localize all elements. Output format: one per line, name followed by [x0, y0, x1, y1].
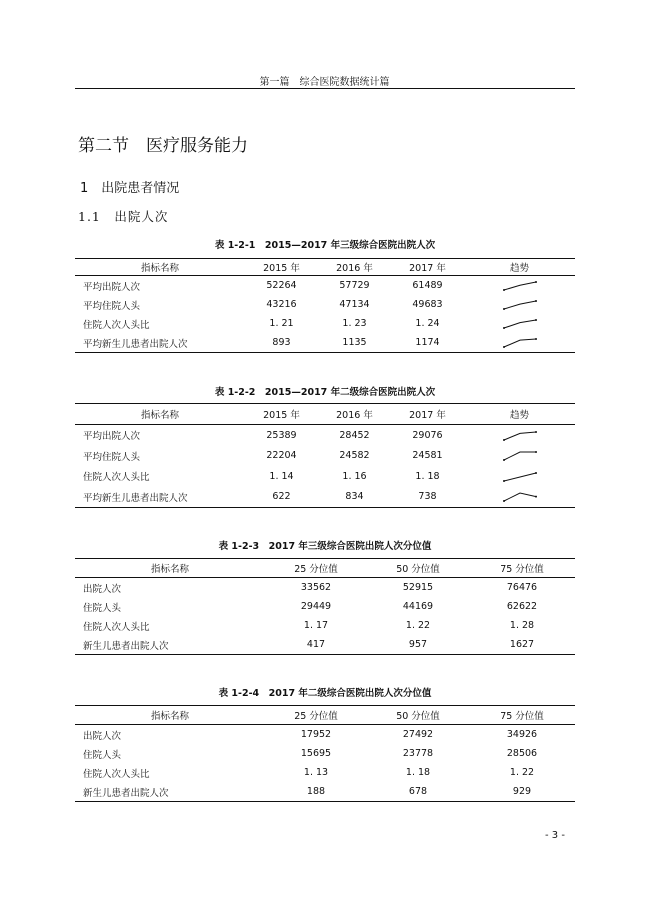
column-header: 指标名称 — [140, 263, 179, 274]
row-label: 出院人次 — [83, 730, 122, 742]
cell-value: 43216 — [266, 299, 297, 310]
cell-value: 23778 — [402, 748, 434, 759]
table-row — [75, 635, 575, 654]
row-label: 出院人次 — [83, 583, 122, 595]
cell-value: 49683 — [412, 299, 443, 310]
sparkline-point — [535, 300, 537, 302]
row-label: 住院人头 — [83, 749, 122, 761]
column-header: 2015 年 — [263, 263, 300, 274]
sparkline-point — [535, 281, 537, 283]
cell-value: 24582 — [339, 450, 370, 462]
column-header: 50 分位值 — [396, 711, 440, 722]
sparkline-point — [535, 431, 537, 433]
cell-value: 15695 — [300, 748, 332, 759]
table-row — [75, 487, 575, 508]
sparkline-point — [535, 319, 537, 321]
cell-value: 33562 — [300, 582, 332, 593]
trend-cell — [464, 337, 575, 348]
section-title: 第二节 医疗服务能力 — [78, 136, 248, 156]
cell-value: 1627 — [509, 639, 535, 650]
sparkline-line — [504, 432, 536, 440]
cell-value: 622 — [272, 491, 291, 503]
sparkline-point — [503, 500, 505, 502]
table-row — [75, 295, 575, 314]
cell-value: 1. 18 — [415, 470, 440, 482]
column-header: 75 分位值 — [500, 711, 544, 722]
table-caption: 表 1-2-1 2015—2017 年三级综合医院出院人次 — [214, 240, 436, 251]
sparkline-line — [504, 452, 536, 460]
sparkline-point — [503, 289, 505, 291]
table-row — [75, 782, 575, 801]
trend-cell — [464, 318, 575, 329]
trend-sparkline — [503, 471, 537, 482]
table-header-row — [75, 404, 575, 425]
cell-value: 1. 18 — [405, 767, 431, 778]
cell-value: 678 — [408, 786, 428, 797]
sparkline-line — [504, 282, 536, 290]
table-1-2-2 — [75, 384, 575, 508]
trend-sparkline — [503, 450, 537, 461]
column-header: 2015 年 — [263, 410, 300, 421]
header-rule — [75, 88, 575, 89]
cell-value: 1. 21 — [269, 318, 294, 329]
table-grid — [75, 403, 575, 508]
table-caption: 表 1-2-2 2015—2017 年二级综合医院出院人次 — [214, 387, 436, 398]
cell-value: 61489 — [412, 280, 443, 291]
table-grid — [75, 558, 575, 655]
row-label: 平均新生儿患者出院人次 — [83, 338, 188, 350]
cell-value: 1. 22 — [405, 620, 431, 631]
trend-cell — [464, 299, 575, 310]
cell-value: 62622 — [506, 601, 538, 612]
sparkline-line — [504, 493, 536, 501]
trend-cell — [464, 280, 575, 291]
table-row — [75, 597, 575, 616]
sparkline-point — [503, 346, 505, 348]
sparkline-line — [504, 473, 536, 481]
row-label: 平均住院人头 — [83, 451, 141, 463]
trend-sparkline — [503, 280, 537, 291]
table-header-row — [75, 259, 575, 276]
column-header: 2016 年 — [336, 263, 373, 274]
trend-sparkline — [503, 337, 537, 348]
table-1-2-1 — [75, 237, 575, 353]
cell-value: 188 — [306, 786, 326, 797]
column-header: 趋势 — [509, 410, 529, 421]
table-row — [75, 333, 575, 352]
subsection-heading: 1 出院患者情况 — [80, 181, 180, 196]
row-label: 新生儿患者出院人次 — [83, 787, 169, 799]
column-header: 25 分位值 — [294, 711, 338, 722]
sparkline-point — [503, 327, 505, 329]
cell-value: 17952 — [300, 729, 332, 740]
row-label: 平均出院人次 — [83, 281, 141, 293]
sparkline-point — [535, 472, 537, 474]
cell-value: 1. 24 — [415, 318, 440, 329]
cell-value: 76476 — [506, 582, 538, 593]
page-number: - 3 - — [545, 830, 565, 841]
trend-cell — [464, 471, 575, 482]
sparkline-point — [535, 496, 537, 498]
sparkline-point — [503, 480, 505, 482]
cell-value: 957 — [408, 639, 428, 650]
sparkline-point — [503, 459, 505, 461]
row-label: 住院人头 — [83, 602, 122, 614]
trend-cell — [464, 430, 575, 441]
column-header: 指标名称 — [150, 711, 189, 722]
trend-sparkline — [503, 430, 537, 441]
row-label: 平均新生儿患者出院人次 — [83, 492, 188, 504]
column-header: 趋势 — [509, 263, 529, 274]
cell-value: 1135 — [342, 337, 367, 348]
table-1-2-3 — [75, 538, 575, 655]
row-label: 新生儿患者出院人次 — [83, 640, 169, 652]
column-header: 指标名称 — [140, 410, 179, 421]
cell-value: 929 — [512, 786, 532, 797]
cell-value: 24581 — [412, 450, 443, 462]
cell-value: 893 — [272, 337, 291, 348]
trend-sparkline — [503, 491, 537, 502]
cell-value: 1. 28 — [509, 620, 535, 631]
table-row — [75, 578, 575, 597]
sparkline-point — [503, 439, 505, 441]
column-header: 2017 年 — [409, 263, 446, 274]
sparkline-point — [503, 308, 505, 310]
table-row — [75, 314, 575, 333]
trend-sparkline — [503, 299, 537, 310]
table-row — [75, 616, 575, 635]
cell-value: 44169 — [402, 601, 434, 612]
table-caption: 表 1-2-3 2017 年三级综合医院出院人次分位值 — [218, 541, 432, 552]
cell-value: 1. 17 — [303, 620, 329, 631]
cell-value: 28452 — [339, 429, 370, 441]
cell-value: 52915 — [402, 582, 434, 593]
table-row — [75, 425, 575, 446]
running-header: 第一篇 综合医院数据统计篇 — [259, 77, 390, 88]
cell-value: 28506 — [506, 748, 538, 759]
column-header: 2017 年 — [409, 410, 446, 421]
table-row — [75, 276, 575, 295]
column-header: 2016 年 — [336, 410, 373, 421]
cell-value: 29076 — [412, 429, 443, 441]
column-header: 50 分位值 — [396, 564, 440, 575]
row-label: 住院人次人头比 — [83, 319, 150, 331]
row-label: 住院人次人头比 — [83, 768, 150, 780]
table-1-2-4 — [75, 685, 575, 802]
cell-value: 25389 — [266, 429, 297, 441]
sparkline-point — [535, 451, 537, 453]
cell-value: 738 — [418, 491, 437, 503]
row-label: 住院人次人头比 — [83, 472, 150, 484]
table-row — [75, 744, 575, 763]
table-header-row — [75, 706, 575, 725]
row-label: 住院人次人头比 — [83, 621, 150, 633]
cell-value: 417 — [306, 639, 326, 650]
table-row — [75, 446, 575, 467]
cell-value: 1. 16 — [342, 470, 367, 482]
cell-value: 34926 — [506, 729, 538, 740]
table-row — [75, 725, 575, 744]
sparkline-line — [504, 301, 536, 309]
cell-value: 1. 22 — [509, 767, 535, 778]
table-grid — [75, 258, 575, 353]
trend-cell — [464, 450, 575, 461]
sparkline-line — [504, 339, 536, 347]
cell-value: 52264 — [266, 280, 297, 291]
cell-value: 22204 — [266, 450, 297, 462]
cell-value: 834 — [345, 491, 364, 503]
cell-value: 57729 — [339, 280, 370, 291]
table-header-row — [75, 559, 575, 578]
column-header: 75 分位值 — [500, 564, 544, 575]
sparkline-line — [504, 320, 536, 328]
sparkline-point — [535, 338, 537, 340]
row-label: 平均出院人次 — [83, 431, 141, 443]
cell-value: 1. 14 — [269, 470, 294, 482]
column-header: 25 分位值 — [294, 564, 338, 575]
cell-value: 27492 — [402, 729, 434, 740]
cell-value: 1. 13 — [303, 767, 329, 778]
table-grid — [75, 705, 575, 802]
table-row — [75, 763, 575, 782]
trend-sparkline — [503, 318, 537, 329]
subsubsection-heading: 1.1 出院人次 — [78, 209, 169, 224]
cell-value: 1174 — [415, 337, 440, 348]
cell-value: 29449 — [300, 601, 332, 612]
table-row — [75, 466, 575, 487]
cell-value: 47134 — [339, 299, 370, 310]
column-header: 指标名称 — [150, 564, 189, 575]
row-label: 平均住院人头 — [83, 300, 141, 312]
table-caption: 表 1-2-4 2017 年二级综合医院出院人次分位值 — [218, 688, 432, 699]
trend-cell — [464, 491, 575, 502]
cell-value: 1. 23 — [342, 318, 367, 329]
